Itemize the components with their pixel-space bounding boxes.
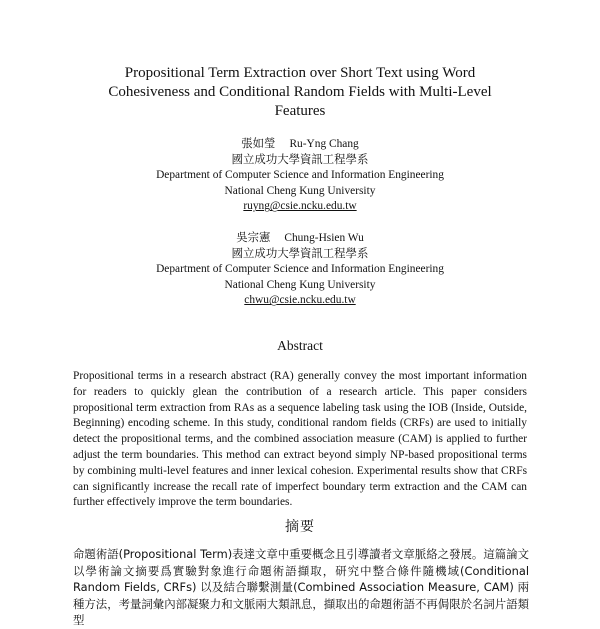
author-name: Ru-Yng Chang <box>289 138 359 150</box>
author-dept-cjk: 國立成功大學資訊工程學系 <box>231 153 369 166</box>
author-university: National Cheng Kung University <box>224 184 376 197</box>
abstract-text: Propositional terms in a research abstract (RA) generally convey the most important information for readers to quickly glean the contribution of a research article. This paper considers propositional term extraction from RAs as a sequence labeling task using the IOB (Inside, Outside, Beginning) encoding scheme. In this study, conditional random fields (CRFs) are used to initially detect the propositional terms, and the combined association measure (CAM) is applied to further adjust the term boundaries. This method can extract beyond simply NP-based propositional terms by combining multi-level features and inner lexical cohesion. Experimental results show that CRFs can significantly increase the recall rate of imperfect boundary term extraction and the CAM can further effectively improve the term boundaries. <box>73 370 527 509</box>
author-name: Chung-Hsien Wu <box>284 232 364 244</box>
author-name-line <box>100 137 500 153</box>
author-university: National Cheng Kung University <box>224 278 376 291</box>
author-name-line <box>100 231 500 247</box>
author-block <box>100 137 500 215</box>
author-dept: Department of Computer Science and Information Engineering <box>156 169 444 182</box>
chinese-abstract-heading: 摘要 <box>285 520 315 535</box>
author-name-cjk: 吳宗憲 <box>236 232 271 244</box>
chinese-abstract-text: 命題術語(Propositional Term)表達文章中重要概念且引導讀者文章脈絡之發展。這篇論文以學術論文摘要爲實驗對象進行命題術語擷取，研究中整合條件隨機域(Conditional Random Fields, CRFs) 以及結合聯繫測量(Combined Association Measure, CAM) 兩種方法，考量詞彙內部凝聚力和文脈兩大類訊息，擷取出的命題術語不再侷限於名詞片語類型 <box>73 547 529 627</box>
author-dept: Department of Computer Science and Information Engineering <box>156 263 444 276</box>
author-email-link[interactable]: chwu@csie.ncku.edu.tw <box>244 294 356 307</box>
author-email-link[interactable]: ruyng@csie.ncku.edu.tw <box>243 200 357 213</box>
author-dept-cjk: 國立成功大學資訊工程學系 <box>231 247 369 260</box>
author-block <box>100 231 500 309</box>
abstract-heading: Abstract <box>277 338 323 353</box>
author-name-cjk: 張如瑩 <box>241 138 276 150</box>
paper-title: Propositional Term Extraction over Short Text using Word Cohesiveness and Conditional Random Fields with Multi-Level Features <box>108 65 492 119</box>
